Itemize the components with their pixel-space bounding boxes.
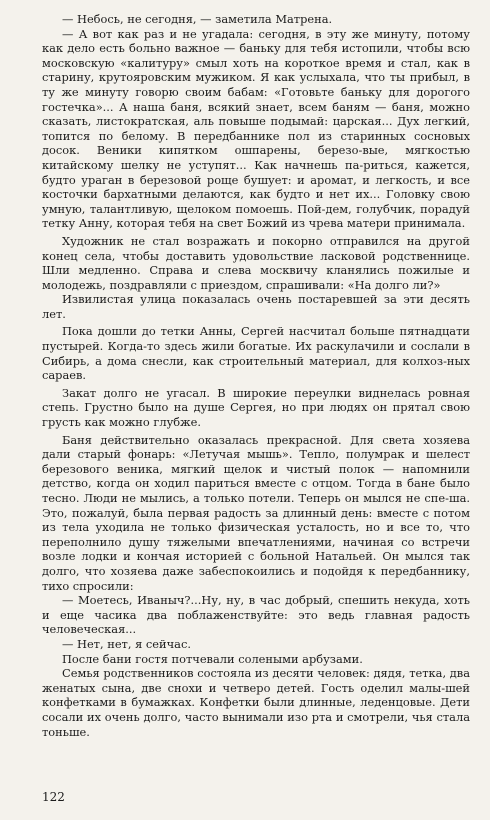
paragraph-5: Пока дошли до тетки Анны, Сергей насчитал больше пятнадцати пустырей. Когда-то здесь жили богатые. Их раскулачили и сослали в Сибирь, а дома снесли, как строительный материал, для колхоз-ных сараев.	[42, 324, 470, 383]
paragraph-1: — Небось, не сегодня, — заметила Матрена.	[62, 12, 333, 26]
paragraph-9: — Нет, нет, я сейчас.	[62, 636, 191, 651]
paragraph-4: Извилистая улица показалась очень постаревшей за эти десять лет.	[42, 292, 470, 321]
paragraph-11: Семья родственников состояла из десяти человек: дядя, тетка, два женатых сына, две снохи и четверо детей. Гость оделил малы-шей конфетками в бумажках. Конфетки были длинные, леденцовые. Дети сосали их очень долго, часто вынимали изо рта и смотрели, чья стала тоньше.	[42, 666, 470, 739]
paragraph-3: Художник не стал возражать и покорно отправился на другой конец села, чтобы доставить удовольствие ласковой родственнице. Шли медленно. Справа и слева москвичу кланялись пожилые и молодежь, поздравляли с приездом, спрашивали: «На долго ли?»	[42, 233, 470, 292]
paragraph-6: Закат долго не угасал. В широкие переулки виднелась ровная степь. Грустно было на душе Сергея, но при людях он прятал свою грусть как можно глубже.	[42, 385, 470, 430]
paragraph-7: Баня действительно оказалась прекрасной. Для света хозяева дали старый фонарь: «Летучая мышь». Тепло, полумрак и шелест березового веника, мягкий щелок и чистый полок — напомнили детство, когда он ходил париться вместе с отцом. Тогда в бане было тесно. Люди не мылись, а только потели. Теперь он мылся не спе-ша. Это, пожалуй, была первая радость за длинный день: вместе с потом из тела уходила не только физическая усталость, но и все то, что переполнило душу тяжелыми впечатлениями, начиная со встречи возле лодки и кончая историей с больной Натальей. Он мылся так долго, что хозяева даже забеспокоились и подойдя к передбаннику, тихо спросили:	[42, 432, 470, 593]
paragraph-8: — Моетесь, Иваныч?...Ну, ну, в час добрый, спешить некуда, хоть и еще часика два поблаженствуйте: это ведь главная радость человеческая...	[42, 593, 470, 637]
paragraph-10: После бани гостя потчевали солеными арбузами.	[62, 651, 363, 666]
paragraph-2: — А вот как раз и не угадала: сегодня, в эту же минуту, потому как дело есть больно важное — баньку для тебя истопили, чтобы всю московскую «калитуру» смыл хоть на короткое время и стал, как в старину, крутояровским мужиком. Я как услыхала, что ты прибыл, в ту же минуту говорю своим бабам: «Готовьте баньку для дорогого гостечка»... А наша баня, всякий знает, всем баням — баня, можно сказать, листократская, аль повыше подымай: царская... Дух легкий, топится по белому. В передбаннике пол из старинных сосновых досок. Веники кипятком ошпарены, березо-вые, мягкостью китайскому шелку не уступят... Как начнешь па-риться, кажется, будто ураган в березовой роще бушует: и аромат, и легкость, и все косточки бархатными делаются, как будто и нет их... Головку свою умную, талантливую, щелоком помоешь. Пой-дем, голубчик, порадуй тетку Анну, которая тебя на свет Божий из чрева матери принимала.	[42, 26, 470, 231]
page-number: 122	[42, 790, 65, 804]
